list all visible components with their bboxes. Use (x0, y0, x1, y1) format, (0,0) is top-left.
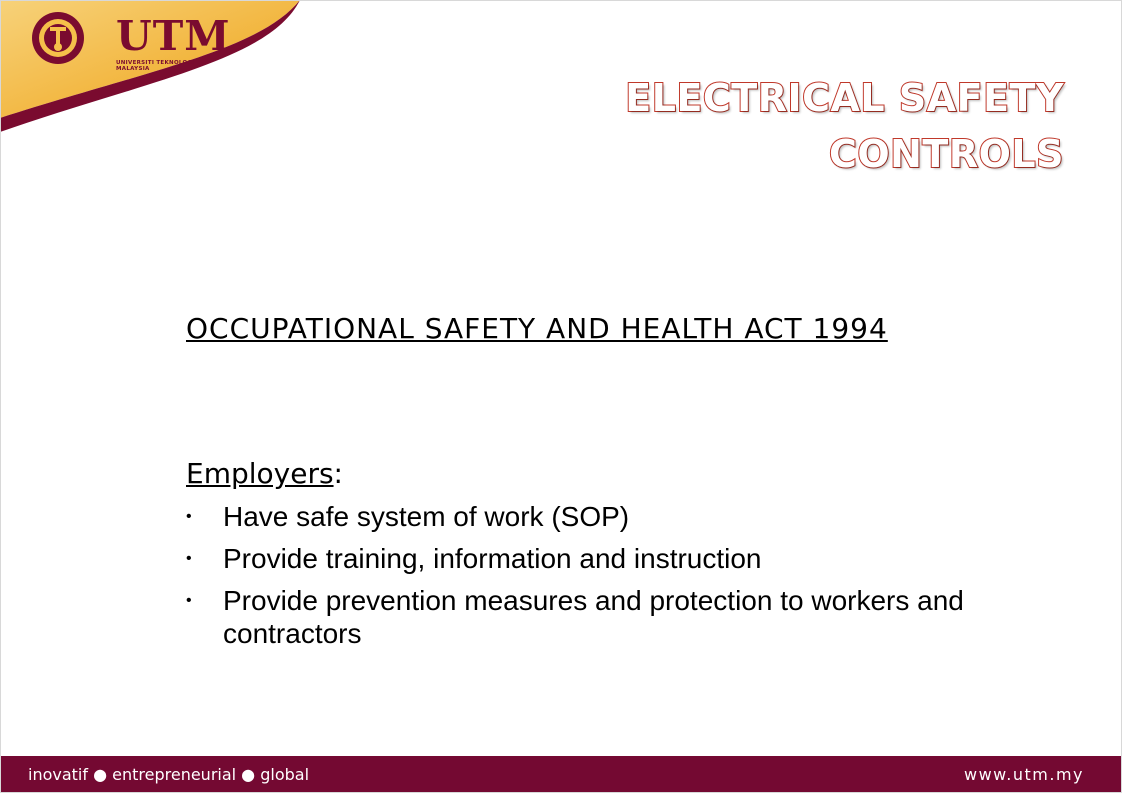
footer-tagline: inovatif ● entrepreneurial ● global (28, 765, 310, 784)
list-item (186, 542, 1026, 575)
utm-crest-icon (30, 10, 86, 66)
logo-subtext: UNIVERSITI TEKNOLOGI MALAYSIA (116, 60, 195, 72)
logo-text: UTM (116, 12, 231, 60)
employers-label-text: Employers (186, 457, 334, 490)
slide-title (625, 70, 1064, 182)
employers-label-colon: : (333, 457, 343, 490)
employers-label (186, 452, 343, 496)
list-item (186, 500, 1026, 533)
employer-duties-list (186, 500, 1026, 659)
act-heading: OCCUPATIONAL SAFETY AND HEALTH ACT 1994 (186, 312, 888, 345)
utm-logo (28, 8, 231, 72)
list-item (186, 584, 1026, 650)
footer-bar (0, 756, 1122, 793)
list-item-text: Have safe system of work (SOP) (223, 501, 630, 532)
slide-title-line1: ELECTRICAL SAFETY (625, 76, 1064, 120)
bullet-icon: • (186, 592, 192, 609)
list-item-text: Provide prevention measures and protection to workers and contractors (223, 585, 964, 649)
list-item-text: Provide training, information and instruction (223, 543, 762, 574)
footer-website: www.utm.my (963, 765, 1084, 784)
slide-title-line2: CONTROLS (828, 132, 1064, 176)
bullet-icon: • (186, 550, 192, 567)
bullet-icon: • (186, 508, 192, 525)
